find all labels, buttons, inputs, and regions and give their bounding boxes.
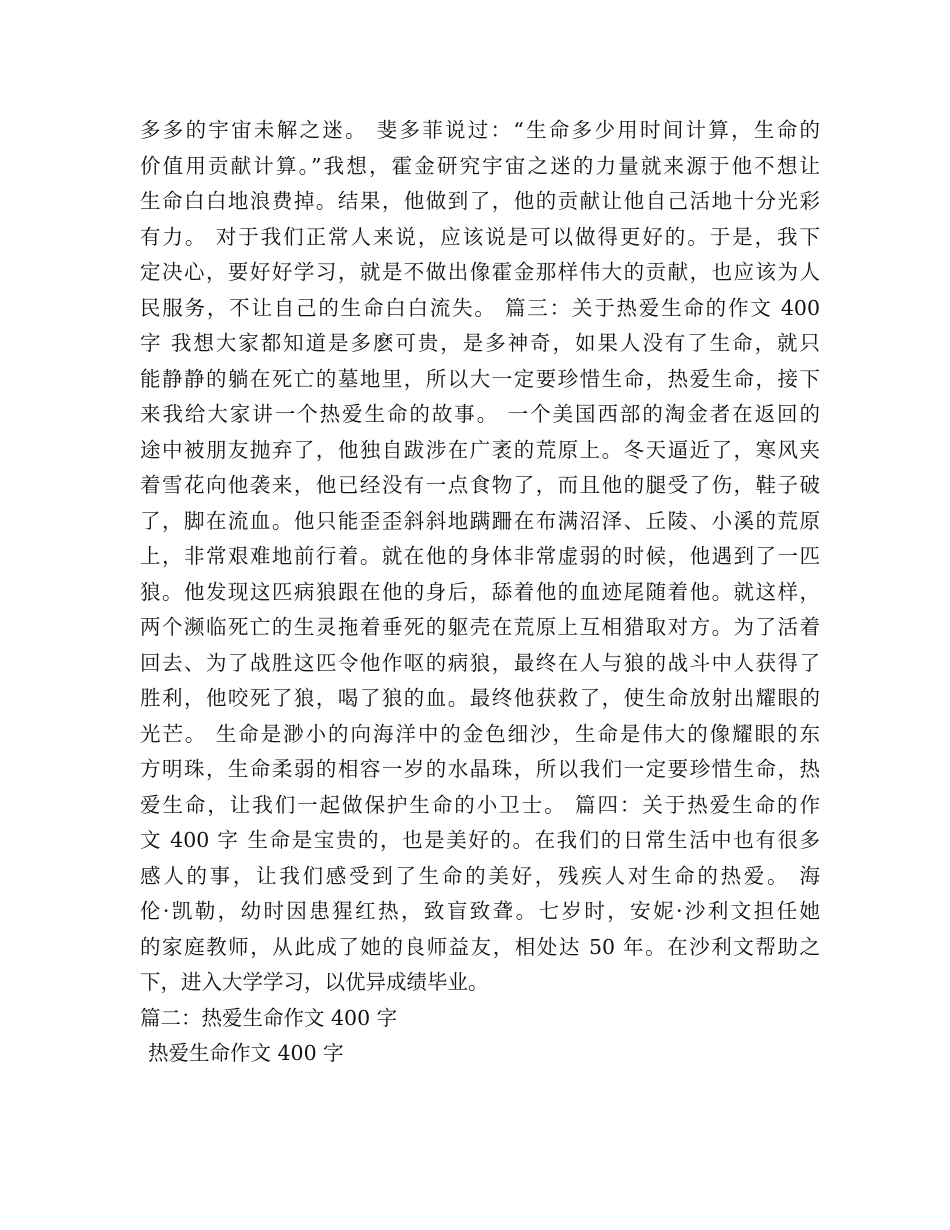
body-text [140, 113, 820, 1072]
text-line: 的家庭教师，从此成了她的良师益友，相处达 50 年。在沙利文帮助之 [140, 934, 820, 959]
section-subheading: 热爱生命作文 400 字 [148, 1041, 344, 1065]
text-line: 光芒。 生命是渺小的向海洋中的金色细沙，生命是伟大的像耀眼的东 [140, 721, 820, 746]
text-line: 了，脚在流血。他只能歪歪斜斜地蹒跚在布满沼泽、丘陵、小溪的荒原 [140, 508, 820, 533]
text-line: 定决心，要好好学习，就是不做出像霍金那样伟大的贡献，也应该为人 [140, 260, 820, 284]
text-line: 字 我想大家都知道是多麽可贵，是多神奇，如果人没有了生命，就只 [140, 331, 820, 355]
text-line: 胜利，他咬死了狼，喝了狼的血。最终他获救了，使生命放射出耀眼的 [140, 686, 820, 710]
text-line: 有力。 对于我们正常人来说，应该说是可以做得更好的。于是，我下 [140, 224, 820, 249]
text-line: 回去、为了战胜这匹令他作呕的病狼，最终在人与狼的战斗中人获得了 [140, 650, 820, 675]
text-line: 两个濒临死亡的生灵拖着垂死的躯壳在荒原上互相猎取对方。为了活着 [140, 615, 820, 639]
text-line: 能静静的躺在死亡的墓地里，所以大一定要珍惜生命，热爱生命，接下 [140, 366, 820, 391]
text-line: 民服务，不让自己的生命白白流失。 篇三：关于热爱生命的作文 400 [140, 295, 820, 320]
text-line: 多多的宇宙未解之迷。 斐多菲说过：“生命多少用时间计算，生命的 [140, 118, 820, 142]
text-line: 伦·凯勒，幼时因患猩红热，致盲致聋。七岁时，安妮·沙利文担任她 [140, 899, 820, 923]
text-line: 途中被朋友抛弃了，他独自跋涉在广袤的荒原上。冬天逼近了，寒风夹 [140, 437, 820, 462]
text-line: 爱生命，让我们一起做保护生命的小卫士。 篇四：关于热爱生命的作 [140, 792, 820, 817]
text-line: 感人的事，让我们感受到了生命的美好，残疾人对生命的热爱。 海 [140, 863, 820, 888]
text-line: 生命白白地浪费掉。结果，他做到了，他的贡献让他自己活地十分光彩 [140, 189, 820, 213]
text-line: 上，非常艰难地前行着。就在他的身体非常虚弱的时候，他遇到了一匹 [140, 544, 820, 568]
text-line: 着雪花向他袭来，他已经没有一点食物了，而且他的腿受了伤，鞋子破 [140, 473, 820, 497]
text-line: 文 400 字 生命是宝贵的，也是美好的。在我们的日常生活中也有很多 [140, 828, 820, 852]
text-line: 价值用贡献计算。”我想，霍金研究宇宙之迷的力量就来源于他不想让 [140, 153, 820, 178]
text-line: 狼。他发现这匹病狼跟在他的身后，舔着他的血迹尾随着他。就这样， [140, 579, 820, 604]
text-line: 方明珠，生命柔弱的相容一岁的水晶珠，所以我们一定要珍惜生命，热 [140, 757, 820, 781]
paragraph-end-line: 下，进入大学学习，以优异成绩毕业。 [140, 970, 489, 994]
section-heading: 篇二：热爱生命作文 400 字 [140, 1005, 398, 1030]
text-line: 来我给大家讲一个热爱生命的故事。 一个美国西部的淘金者在返回的 [140, 402, 820, 426]
